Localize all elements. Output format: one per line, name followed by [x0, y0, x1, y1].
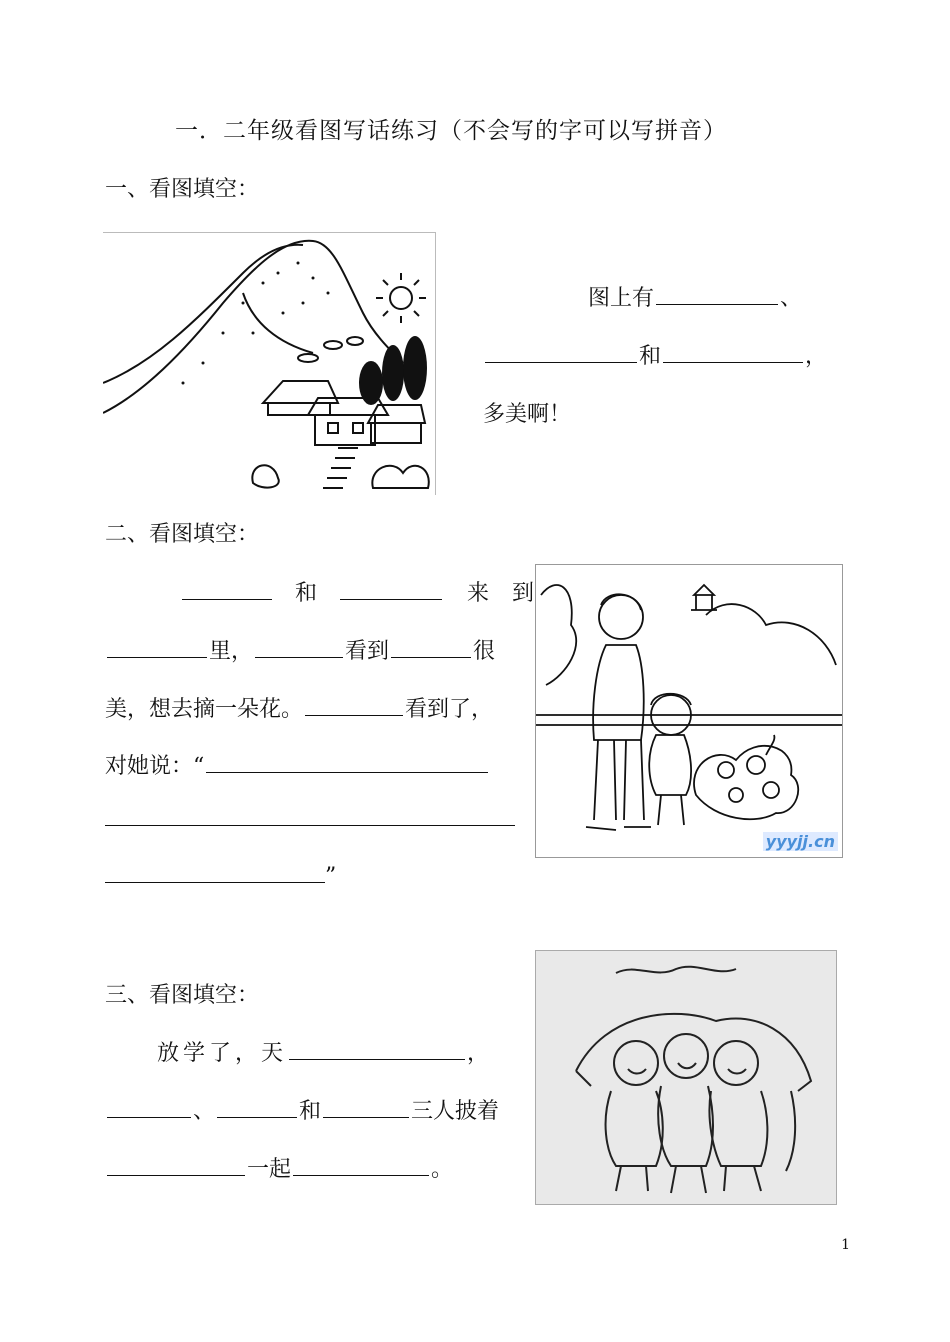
section-1-line-2	[483, 339, 827, 370]
page-number: 1	[841, 1237, 850, 1253]
word-saw: 看到	[345, 639, 390, 664]
section-3-line-1	[157, 1036, 493, 1067]
answer-blank[interactable]	[663, 361, 803, 363]
word-li: 里，	[209, 639, 254, 664]
answer-blank[interactable]	[340, 598, 442, 600]
section-1-line-1	[588, 281, 802, 312]
line-1-suffix: 、	[780, 286, 803, 311]
line-1-comma: ，	[467, 1041, 494, 1066]
section-2-line-3	[105, 692, 493, 723]
answer-blank[interactable]	[305, 714, 403, 716]
watermark: yyyjj.cn	[763, 832, 838, 851]
line-1-prefix: 图上有	[588, 286, 655, 311]
section-2-heading: 二、看图填空：	[105, 522, 260, 547]
answer-blank[interactable]	[182, 598, 272, 600]
line-3-end: 。	[431, 1157, 454, 1182]
answer-blank[interactable]	[107, 656, 207, 658]
section-1-line-3: 多美啊！	[483, 402, 572, 427]
line-2-and: 和	[639, 344, 662, 369]
line-3-text: 美，想去摘一朵花。	[105, 697, 304, 722]
mother-girl-flowers-picture	[535, 564, 843, 858]
word-to: 到	[512, 581, 535, 606]
three-children-umbrella-picture	[535, 950, 837, 1205]
answer-blank[interactable]	[107, 1116, 191, 1118]
answer-blank[interactable]	[323, 1116, 409, 1118]
answer-blank[interactable]	[293, 1174, 429, 1176]
line-2-sep: 、	[193, 1099, 216, 1124]
line-3-mid: 一起	[247, 1157, 292, 1182]
section-2-line-1	[180, 576, 534, 607]
section-2-line-6	[105, 864, 336, 889]
section-3-heading: 三、看图填空：	[105, 983, 260, 1008]
section-3-line-3	[105, 1152, 453, 1183]
section-3-line-2	[105, 1094, 499, 1125]
line-2-and: 和	[299, 1099, 322, 1124]
section-2-line-5	[105, 807, 515, 832]
word-come: 来	[467, 581, 490, 606]
section-2-line-2	[105, 634, 495, 665]
answer-blank[interactable]	[255, 656, 343, 658]
line-2-suffix: ，	[805, 344, 828, 369]
page-title: 一．二年级看图写话练习（不会写的字可以写拼音）	[175, 118, 727, 144]
answer-blank[interactable]	[485, 361, 637, 363]
line-2-text: 三人披着	[411, 1099, 500, 1124]
answer-blank[interactable]	[105, 881, 325, 883]
answer-blank[interactable]	[105, 824, 515, 826]
word-very: 很	[473, 639, 496, 664]
line-4-text: 对她说：“	[105, 754, 205, 779]
word-and: 和	[295, 581, 318, 606]
section-2-line-4	[105, 749, 490, 780]
section-1-heading: 一、看图填空：	[105, 177, 260, 202]
answer-blank[interactable]	[206, 771, 488, 773]
answer-blank[interactable]	[217, 1116, 297, 1118]
close-quote: ”	[325, 864, 337, 889]
mountain-village-picture	[103, 232, 436, 495]
line-3-saw: 看到了，	[405, 697, 494, 722]
line-1-text: 放学了，天	[157, 1041, 288, 1066]
answer-blank[interactable]	[289, 1058, 465, 1060]
answer-blank[interactable]	[656, 303, 778, 305]
answer-blank[interactable]	[391, 656, 471, 658]
answer-blank[interactable]	[107, 1174, 245, 1176]
